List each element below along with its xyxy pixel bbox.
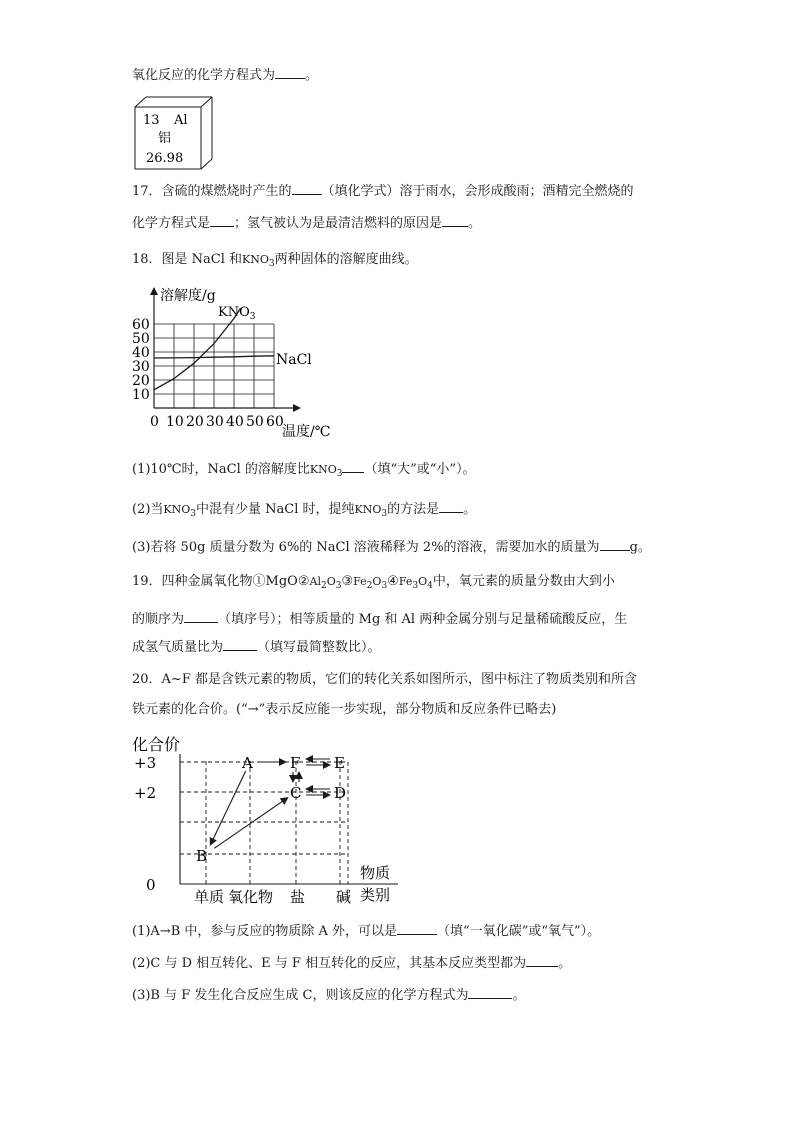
x-tick-label: 10 [166,414,184,430]
formula-fe2o3 [353,575,388,591]
point-label-b: B [196,847,208,865]
text-segment: （填序号）；相等质量的 Mg 和 Al 两种金属分别与足量稀硫酸反应，生 [218,612,628,627]
y-tick-label: 20 [132,373,150,389]
x-tick-label: 0 [150,414,159,430]
y-tick-label: +3 [134,754,157,772]
series-label-sub: 3 [249,312,256,322]
point-label-e: E [334,754,345,772]
point-label-d: D [334,784,347,802]
q20-part-2 [132,952,571,974]
answer-blank[interactable] [439,498,463,513]
text-segment: 铁元素的化合价。(“→”表示反应能一步实现，部分物质和反应条件已略去) [132,702,557,717]
formula-sub: 4 [427,581,433,591]
q19-line-3 [132,636,381,658]
text-segment: (2)C 与 D 相互转化、E 与 F 相互转化的反应，其基本反应类型都为 [132,956,527,971]
formula-sub: 3 [268,259,275,269]
text-segment: 中混有少量 NaCl 时，提纯 [196,502,355,517]
y-tick-label: 30 [132,359,150,375]
element-card-aluminum [134,96,214,170]
series-label-kno3 [218,305,256,322]
q17-line-1 [132,180,634,202]
formula-main: KNO [242,253,269,266]
x-axis-label: 温度/℃ [282,424,331,440]
x-category-label: 碱 [336,888,352,906]
formula-kno3 [354,503,388,519]
q17-line-2 [132,212,481,234]
text-segment: 化学方程式是 [132,216,211,231]
q20-part-1 [132,920,600,942]
x-tick-label: 40 [226,414,244,430]
answer-blank[interactable] [442,212,468,227]
formula-fe3o4 [398,575,433,591]
formula-main: Fe [353,575,367,588]
chart-grid [154,324,274,408]
point-label-f: F [290,754,301,772]
series-label-main: KNO [218,305,250,320]
text-segment: (3)若将 50g 质量分数为 6%的 NaCl 溶液稀释为 2%的溶液，需要加水的质量为 [132,540,600,555]
q20-line-2 [132,700,556,720]
x-category-label: 单质 [194,888,225,906]
text-segment: 。 [468,216,482,231]
answer-blank[interactable] [342,458,364,473]
q20-part-3 [132,984,525,1006]
q18-part-3 [132,536,651,558]
x-category-label: 盐 [290,888,306,906]
y-tick-label: 10 [132,387,150,403]
answer-blank[interactable] [600,536,630,551]
q20-line-1 [132,670,637,690]
x-axis-label-1: 物质 [360,864,391,882]
text-segment: (1)A→B 中，参与反应的物质除 A 外，可以是 [132,924,398,939]
valence-diagram [128,730,408,908]
card-edge [201,97,212,107]
formula-main: KNO [354,503,382,516]
q19-line-2 [132,608,627,630]
text-segment: 18．图是 NaCl 和 [132,252,243,267]
text-segment: ；氢气被认为是最清洁燃料的原因是 [234,216,443,231]
formula-main: O [418,575,428,588]
text-segment: 20．A~F 都是含铁元素的物质，它们的转化关系如图所示，图中标注了物质类别和所含 [132,672,637,687]
formula-main: O [372,575,382,588]
point-label-c: C [290,784,302,802]
point-label-a: A [242,754,253,772]
formula-main: O [326,575,336,588]
y-axis-label: 溶解度/g [160,288,216,304]
formula-main: KNO [309,463,337,476]
y-axis-label: 化合价 [132,735,181,754]
formula-main: Al [309,575,321,588]
x-tick-label: 50 [246,414,264,430]
x-axis-label-2: 类别 [360,886,391,904]
answer-blank[interactable] [292,180,322,195]
formula-kno3 [309,463,343,479]
text-segment: 的顺序为 [132,612,185,627]
card-edge [135,97,146,107]
y-tick-label: 40 [132,345,150,361]
text-segment: 两种固体的溶解度曲线。 [274,252,418,267]
card-edge [201,159,212,169]
text-segment: ③ [341,574,354,589]
text-segment: 17．含硫的煤燃烧时产生的 [132,184,292,199]
q18-part-1 [132,458,476,484]
text-segment: 。 [558,956,572,971]
answer-blank[interactable] [526,952,558,967]
formula-kno3 [163,503,197,519]
diagram-arrows [210,759,330,848]
answer-blank[interactable] [275,64,305,79]
answer-blank[interactable] [468,984,512,999]
formula-sub: 3 [412,581,419,591]
formula-al2o3 [309,575,342,591]
formula-sub: 3 [381,509,388,519]
formula-sub: 3 [336,469,343,479]
y-tick-label: 0 [146,876,156,894]
atomic-mass: 26.98 [146,151,184,166]
answer-blank[interactable] [397,920,437,935]
x-tick-label: 20 [186,414,204,430]
chart-ticks [132,317,284,430]
text-segment: (3)B 与 F 发生化合反应生成 C，则该反应的化学方程式为 [132,988,469,1003]
text-segment: （填“大”或“小”）。 [364,462,476,477]
arrow-a-to-b [210,771,245,845]
q18-part-2 [132,498,476,524]
text-segment: (1)10℃时，NaCl 的溶解度比 [132,462,310,477]
answer-blank[interactable] [223,636,257,651]
formula-sub: 3 [190,509,197,519]
formula-sub: 2 [366,581,373,591]
text-segment: （填化学式）溶于雨水，会形成酸雨；酒精完全燃烧的 [321,184,634,199]
formula-sub: 3 [381,581,388,591]
atomic-number: 13 [143,113,160,128]
formula-kno3 [242,253,275,269]
diagram-grid [180,758,348,884]
formula-sub: 2 [320,581,327,591]
x-tick-label: 60 [266,414,284,430]
text-segment: 的方法是 [387,502,440,517]
x-tick-label: 30 [206,414,224,430]
y-tick-label: 60 [132,317,150,333]
answer-blank[interactable] [184,608,218,623]
text-segment: 氧化反应的化学方程式为 [132,68,276,83]
q19-line-1 [132,572,615,596]
text-segment: 。 [463,502,477,517]
y-tick-label: 50 [132,331,150,347]
formula-main: KNO [163,503,191,516]
x-category-label: 氧化物 [228,888,274,906]
formula-sub: 3 [335,581,342,591]
q18-title [132,250,418,274]
arrow-b-to-c [214,798,288,849]
series-label-nacl: NaCl [276,352,312,368]
formula-main: Fe [398,575,413,588]
element-symbol: Al [174,113,188,128]
text-segment: (2)当 [132,502,164,517]
text-segment: （填“一氧化碳”或“氧气”）。 [437,924,601,939]
text-segment: 。 [512,988,526,1003]
text-segment: 。 [305,68,319,83]
text-line-oxidation [132,64,318,86]
element-name: 铝 [158,131,172,146]
text-segment: g。 [629,540,651,555]
text-segment: 19．四种金属氧化物①MgO② [132,574,310,589]
y-tick-label: +2 [134,784,157,802]
text-segment: ④ [387,574,399,589]
text-segment: 成氢气质量比为 [132,640,224,655]
answer-blank[interactable] [210,212,234,227]
text-segment: （填写最简整数比）。 [257,640,381,655]
text-segment: 中，氧元素的质量分数由大到小 [432,574,615,589]
solubility-chart [118,278,350,444]
